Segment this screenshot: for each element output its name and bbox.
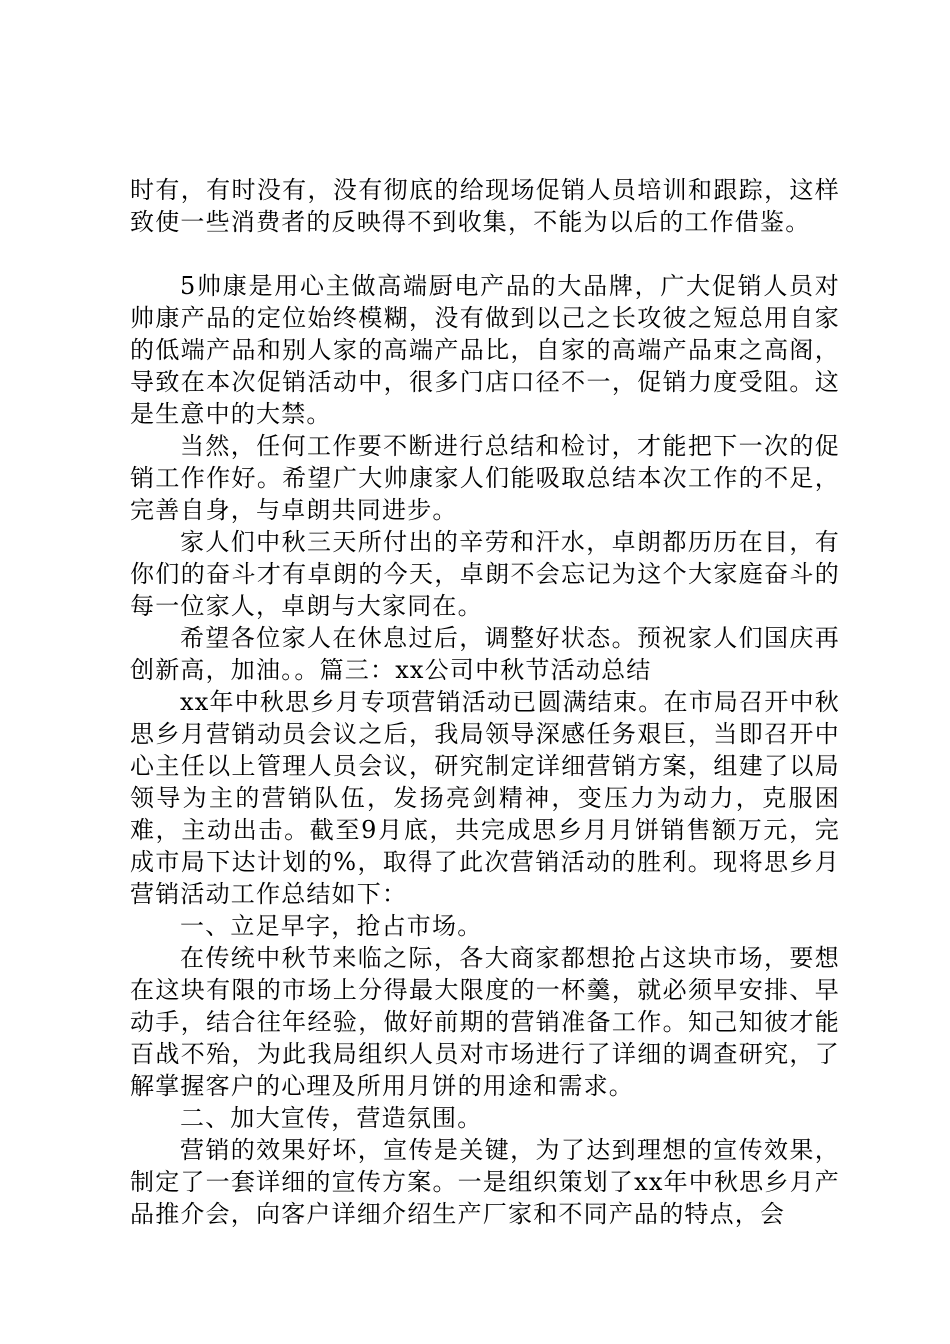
document-body — [130, 174, 840, 1230]
section-heading-two: 二、加大宣传，营造氛围。 — [180, 1104, 483, 1132]
paragraph-wishes: 希望各位家人在休息过后，调整好状态。预祝家人们国庆再创新高，加油。。篇三：xx公司中秋节活动总结 — [130, 624, 840, 684]
paragraph-training-issue: 时有，有时没有，没有彻底的给现场促销人员培训和跟踪，这样致使一些消费者的反映得不到收集，不能为以后的工作借鉴。 — [130, 176, 840, 236]
paragraph-early-market: 在传统中秋节来临之际，各大商家都想抢占这块市场，要想在这块有限的市场上分得最大限度的一杯羹，就必须早安排、早动手，结合往年经验，做好前期的营销准备工作。知己知彼才能百战不殆，为此我局组织人员对市场进行了详细的调查研究，了解掌握客户的心理及所用月饼的用途和需求。 — [130, 944, 840, 1100]
paragraph-summary-review: 当然，任何工作要不断进行总结和检讨，才能把下一次的促销工作作好。希望广大帅康家人们能吸取总结本次工作的不足，完善自身，与卓朗共同进步。 — [130, 432, 840, 524]
section-heading-one: 一、立足早字，抢占市场。 — [180, 912, 483, 940]
paragraph-publicity: 营销的效果好坏，宣传是关键，为了达到理想的宣传效果，制定了一套详细的宣传方案。一是组织策划了xx年中秋思乡月产品推介会，向客户详细介绍生产厂家和不同产品的特点，会 — [130, 1136, 840, 1228]
paragraph-thanks: 家人们中秋三天所付出的辛劳和汗水，卓朗都历历在目，有你们的奋斗才有卓朗的今天，卓朗不会忘记为这个大家庭奋斗的每一位家人，卓朗与大家同在。 — [130, 528, 840, 620]
paragraph-brand-positioning: 5帅康是用心主做高端厨电产品的大品牌，广大促销人员对帅康产品的定位始终模糊，没有做到以己之长攻彼之短总用自家的低端产品和别人家的高端产品比，自家的高端产品束之高阁，导致在本次促销活动中，很多门店口径不一，促销力度受阻。这是生意中的大禁。 — [130, 272, 840, 428]
paragraph-campaign-overview: xx年中秋思乡月专项营销活动已圆满结束。在市局召开中秋思乡月营销动员会议之后，我局领导深感任务艰巨，当即召开中心主任以上管理人员会议，研究制定详细营销方案，组建了以局领导为主的营销队伍，发扬亮剑精神，变压力为动力，克服困难，主动出击。截至9月底，共完成思乡月月饼销售额万元，完成市局下达计划的%，取得了此次营销活动的胜利。现将思乡月营销活动工作总结如下： — [130, 688, 840, 908]
